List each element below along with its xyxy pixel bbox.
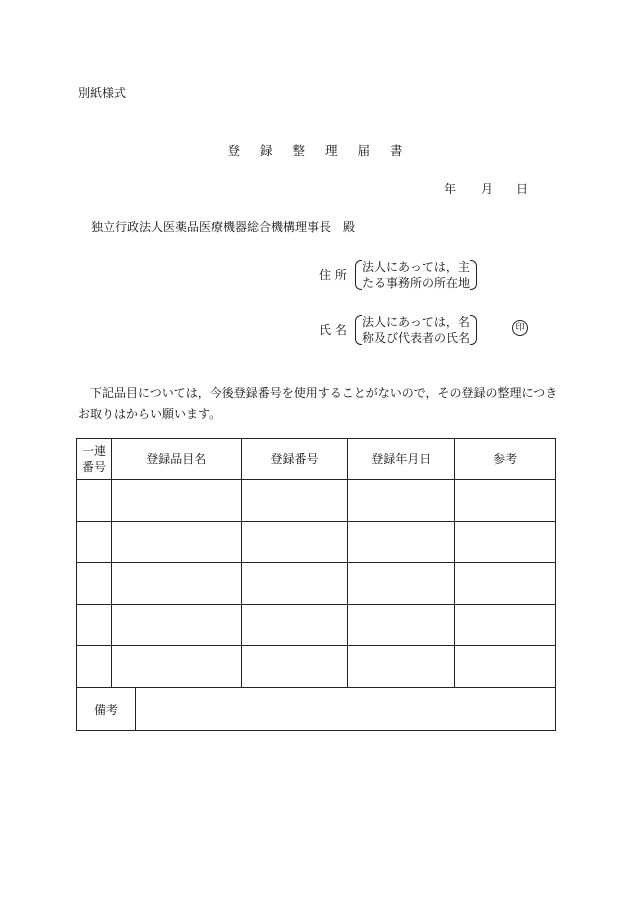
name-note-line1: 法人にあっては，名 [362,315,470,329]
cell-serial[interactable] [77,563,112,605]
cell-reference[interactable] [455,480,556,522]
date-month: 月 [481,182,494,196]
remarks-input[interactable] [135,688,555,731]
header-serial-number [77,439,112,480]
cell-reg-date[interactable] [348,480,455,522]
date-year: 年 [444,182,457,196]
cell-serial[interactable] [77,646,112,688]
registration-table [76,438,556,688]
table-row [77,480,556,522]
header-item-name: 登録品目名 [111,439,241,480]
address-label: 住 所 [319,268,347,282]
title-char: 書 [389,143,403,158]
header-serial-line2: 番号 [81,460,106,474]
address-note-line1: 法人にあっては，主 [362,260,470,274]
addressee: 独立行政法人医薬品医療機器総合機構理事長 殿 [91,220,356,234]
seal-mark: 印 [512,320,528,336]
table-row [77,521,556,563]
address-note-line2: たる事務所の所在地 [362,276,471,290]
address-note [355,259,477,291]
cell-reg-number[interactable] [241,480,348,522]
cell-reg-date[interactable] [348,563,455,605]
cell-reference[interactable] [455,563,556,605]
cell-item-name[interactable] [111,604,241,646]
cell-serial[interactable] [77,521,112,563]
cell-item-name[interactable] [111,480,241,522]
title-char: 整 [292,143,305,158]
table-row [77,646,556,688]
cell-item-name[interactable] [111,646,241,688]
form-label: 別紙様式 [78,86,127,100]
title-char: 登 [227,143,240,158]
table-row [77,604,556,646]
header-reg-number: 登録番号 [241,439,348,480]
table-row [77,563,556,605]
cell-item-name[interactable] [111,563,241,605]
cell-serial[interactable] [77,480,112,522]
cell-reg-date[interactable] [348,646,455,688]
document-title [0,141,630,159]
cell-reference[interactable] [455,521,556,563]
remarks-label: 備考 [77,688,136,731]
name-note-line2: 称及び代表者の氏名 [362,331,471,345]
cell-reference[interactable] [455,604,556,646]
cell-reg-date[interactable] [348,604,455,646]
cell-reg-date[interactable] [348,521,455,563]
body-text [78,383,558,425]
cell-serial[interactable] [77,604,112,646]
header-serial-line1: 一連 [81,444,106,458]
table-header-row [77,439,556,480]
title-char: 理 [324,143,338,158]
name-note [355,314,477,346]
cell-reg-number[interactable] [241,521,348,563]
cell-reg-number[interactable] [241,604,348,646]
cell-reg-number[interactable] [241,563,348,605]
name-label: 氏 名 [319,323,347,337]
cell-reference[interactable] [455,646,556,688]
remarks-table [76,687,556,731]
header-reg-date: 登録年月日 [348,439,455,480]
date-day: 日 [516,182,529,196]
cell-reg-number[interactable] [241,646,348,688]
cell-item-name[interactable] [111,521,241,563]
title-char: 録 [259,143,273,158]
header-reference: 参考 [455,439,556,480]
title-char: 届 [357,143,370,158]
body-text-content: 下記品目については，今後登録番号を使用することがないので，その登録の整理につきお取りはからい願います。 [78,386,558,421]
remarks-row [77,688,556,731]
